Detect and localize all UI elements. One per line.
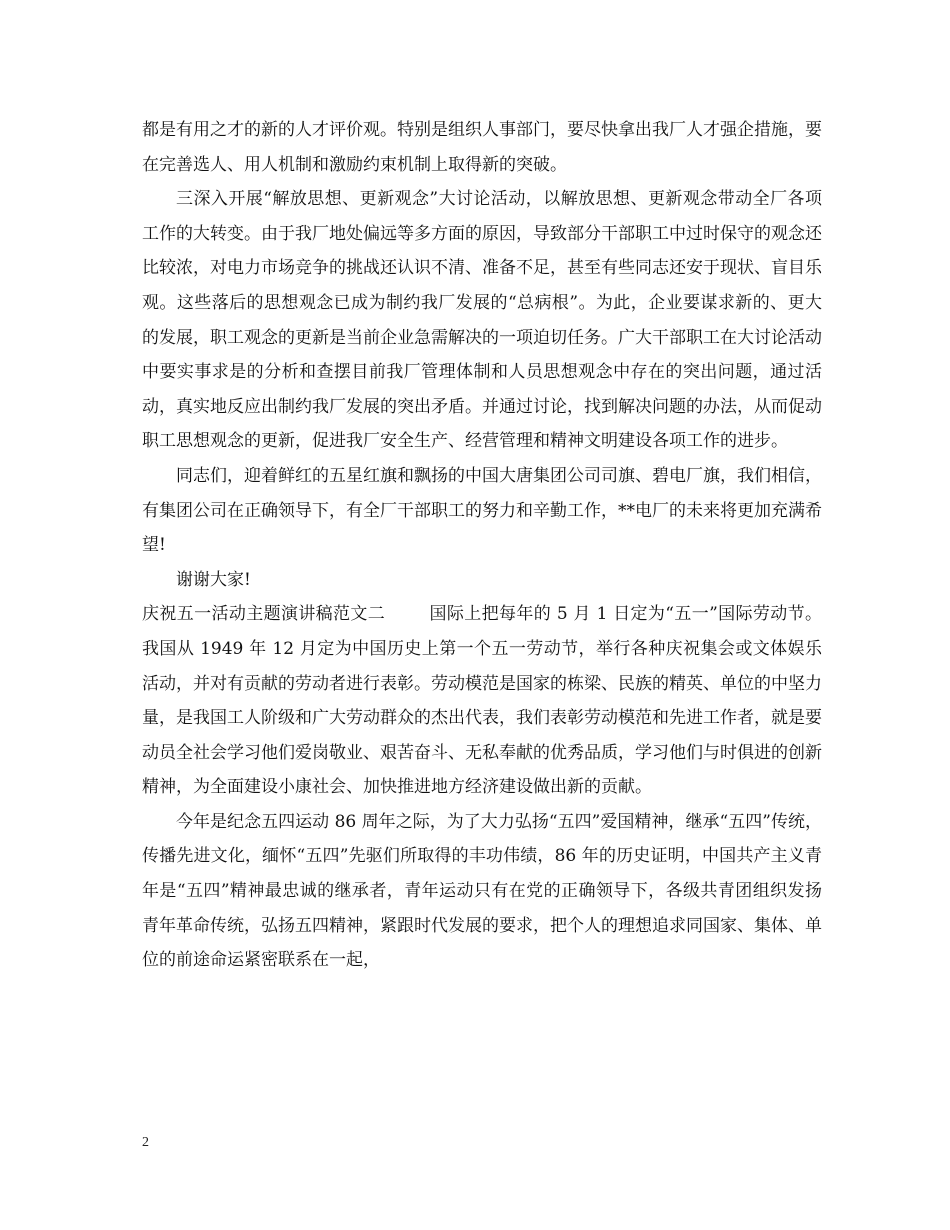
document-body bbox=[142, 113, 822, 978]
section-title: 庆祝五一活动主题演讲稿范文二 bbox=[142, 604, 386, 625]
may-fourth-paragraph: 今年是纪念五四运动 86 周年之际，为了大力弘扬“五四”爱国精神，继承“五四”传统，传播先进文化，缅怀“五四”先驱们所取得的丰功伟绩，86 年的历史证明，中国共产主义青年是“五四”精神最忠诚的继承者，青年运动只有在党的正确领导下，各级共青团组织发扬青年革命传统，弘扬五四精神，紧跟时代发展的要求，把个人的理想追求同国家、集体、单位的前途命运紧密联系在一起， bbox=[142, 811, 822, 971]
labor-day-paragraph: 国际上把每年的 5 月 1 日定为“五一”国际劳动节。我国从 1949 年 12 月定为中国历史上第一个五一劳动节，举行各种庆祝集会或文体娱乐活动，并对有贡献的劳动者进行表彰。劳动模范是国家的栋梁、民族的精英、单位的中坚力量，是我国工人阶级和广大劳动群众的杰出代表，我们表彰劳动模范和先进工作者，就是要动员全社会学习他们爱岗敬业、艰苦奋斗、无私奉献的优秀品质，学习他们与时俱进的创新精神，为全面建设小康社会、加快推进地方经济建设做出新的贡献。 bbox=[142, 604, 822, 798]
paragraph-closing-remarks: 同志们，迎着鲜红的五星红旗和飘扬的中国大唐集团公司司旗、碧电厂旗，我们相信，有集团公司在正确领导下，有全厂干部职工的努力和辛勤工作，**电厂的未来将更加充满希望! bbox=[142, 465, 822, 556]
page-number: 2 bbox=[142, 1135, 149, 1150]
paragraph-talent-evaluation: 都是有用之才的新的人才评价观。特别是组织人事部门，要尽快拿出我厂人才强企措施，要在完善选人、用人机制和激励约束机制上取得新的突破。 bbox=[142, 120, 822, 175]
section-title-paragraph bbox=[142, 597, 822, 805]
paragraph-emancipate-thought: 三深入开展“解放思想、更新观念”大讨论活动，以解放思想、更新观念带动全厂各项工作的大转变。由于我厂地处偏远等多方面的原因，导致部分干部职工中过时保守的观念还比较浓，对电力市场竞争的挑战还认识不清、准备不足，甚至有些同志还安于现状、盲目乐观。这些落后的思想观念已成为制约我厂发展的“总病根”。为此，企业要谋求新的、更大的发展，职工观念的更新是当前企业急需解决的一项迫切任务。广大干部职工在大讨论活动中要实事求是的分析和查摆目前我厂管理体制和人员思想观念中存在的突出问题，通过活动，真实地反应出制约我厂发展的突出矛盾。并通过讨论，找到解决问题的办法，从而促动职工思想观念的更新，促进我厂安全生产、经营管理和精神文明建设各项工作的进步。 bbox=[142, 189, 822, 452]
paragraph-thanks: 谢谢大家! bbox=[176, 569, 251, 590]
